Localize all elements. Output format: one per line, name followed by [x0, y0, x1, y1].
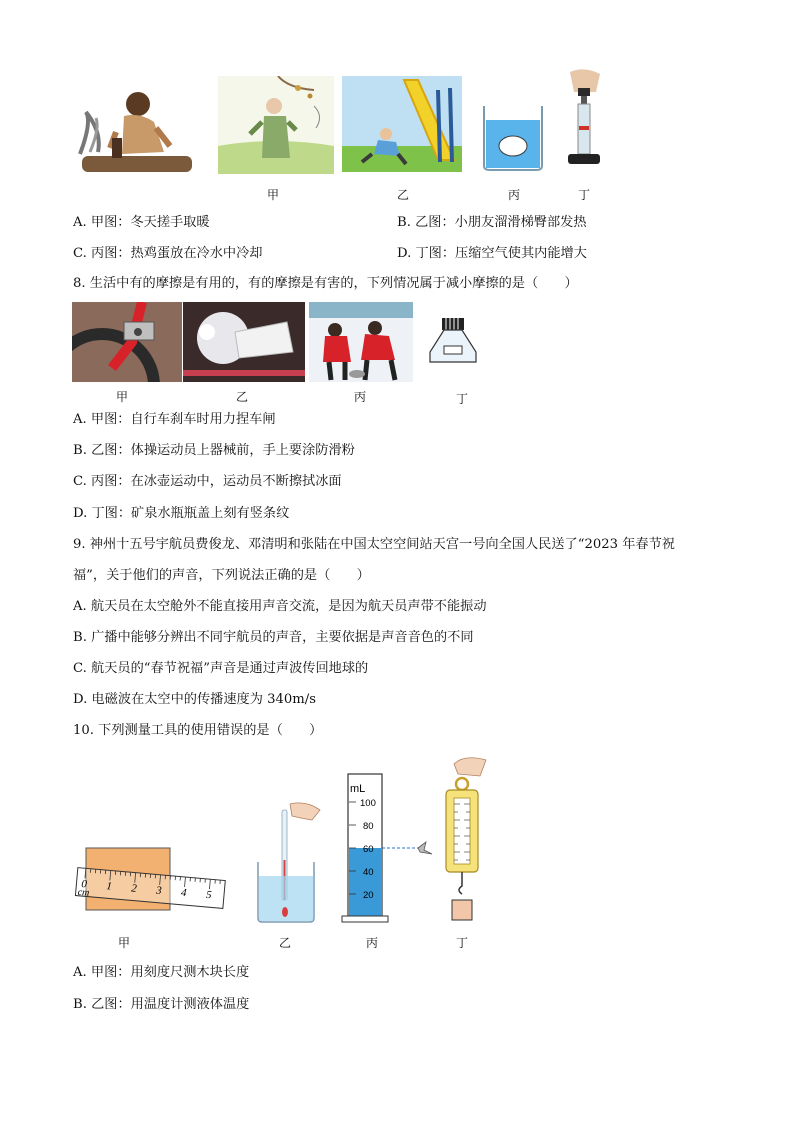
q7-caption-bing: 丙 — [508, 188, 521, 202]
cylinder-label-40: 40 — [363, 867, 374, 878]
q10-caption-yi: 乙 — [279, 936, 292, 950]
q10-stem: 10. 下列测量工具的使用错误的是（ ） — [73, 723, 323, 738]
q7-option-d: D. 丁图：压缩空气使其内能增大 — [397, 246, 587, 261]
q8-caption-jia: 甲 — [116, 390, 129, 404]
q8-option-c: C. 丙图：在冰壶运动中，运动员不断擦拭冰面 — [73, 474, 342, 489]
q10-figure-spring-scale — [440, 754, 490, 926]
cylinder-label-100: 100 — [360, 798, 376, 809]
ruler-label-3: 3 — [155, 884, 163, 897]
q7-option-a: A. 甲图：冬天搓手取暖 — [73, 215, 210, 230]
q8-option-b: B. 乙图：体操运动员上器械前，手上要涂防滑粉 — [73, 443, 355, 458]
ruler-label-5: 5 — [205, 888, 212, 902]
q9-option-a: A. 航天员在太空舱外不能直接用声音交流，是因为航天员声带不能振动 — [73, 599, 487, 614]
q10-option-b: B. 乙图：用温度计测液体温度 — [73, 997, 250, 1012]
q8-image-curling — [309, 302, 413, 382]
q8-stem: 8. 生活中有的摩擦是有用的，有的摩擦是有害的，下列情况属于减小摩擦的是（ ） — [73, 276, 578, 291]
q8-caption-ding: 丁 — [456, 392, 469, 406]
q7-caption-yi: 乙 — [397, 188, 410, 202]
q8-option-a: A. 甲图：自行车刹车时用力捏车闸 — [73, 412, 276, 427]
q10-option-a: A. 甲图：用刻度尺测木块长度 — [73, 965, 250, 980]
q7-image-yi — [342, 76, 462, 172]
q9-option-d: D. 电磁波在太空中的传播速度为 340m/s — [73, 692, 317, 707]
q7-image-caveman — [72, 82, 196, 178]
ruler-label-cm: cm — [77, 886, 90, 899]
q7-option-b: B. 乙图：小朋友溜滑梯臀部发热 — [397, 215, 587, 230]
q7-option-c: C. 丙图：热鸡蛋放在冷水中冷却 — [73, 246, 263, 261]
q9-option-c: C. 航天员的“春节祝福”声音是通过声波传回地球的 — [73, 661, 369, 676]
ruler-label-2: 2 — [130, 882, 138, 895]
q10-caption-bing: 丙 — [366, 936, 379, 950]
q9-stem-line1: 9. 神州十五号宇航员费俊龙、邓清明和张陆在中国太空空间站天宫一号向全国人民送了“2023 年春节祝 — [73, 537, 675, 552]
q7-caption-ding: 丁 — [578, 188, 591, 202]
q7-caption-jia: 甲 — [267, 188, 280, 202]
cylinder-unit: mL — [350, 783, 366, 795]
q10-caption-ding: 丁 — [456, 936, 469, 950]
q8-option-d: D. 丁图：矿泉水瓶瓶盖上刻有竖条纹 — [73, 506, 290, 521]
q10-figure-graduated-cylinder — [336, 770, 442, 926]
ruler-label-0: 0 — [80, 878, 88, 891]
cylinder-label-80: 80 — [363, 821, 374, 832]
q7-image-jia — [218, 76, 334, 174]
q10-caption-jia: 甲 — [118, 936, 131, 950]
q7-image-bing — [480, 104, 546, 172]
q8-caption-yi: 乙 — [236, 390, 249, 404]
q9-stem-line2: 福”，关于他们的声音，下列说法正确的是（ ） — [73, 568, 370, 583]
q7-image-ding — [560, 66, 606, 172]
ruler-label-1: 1 — [105, 880, 113, 893]
q8-image-gymnast-hand — [183, 302, 305, 382]
q10-figure-ruler-block — [72, 846, 228, 922]
q10-figure-thermometer-beaker — [250, 800, 322, 926]
q8-caption-bing: 丙 — [354, 390, 367, 404]
cylinder-label-20: 20 — [363, 890, 374, 901]
q8-image-bike-brake — [72, 302, 182, 382]
cylinder-label-60: 60 — [363, 844, 374, 855]
q8-image-bottle-cap — [428, 316, 478, 364]
ruler-label-4: 4 — [180, 886, 188, 900]
q9-option-b: B. 广播中能够分辨出不同宇航员的声音，主要依据是声音音色的不同 — [73, 630, 474, 645]
